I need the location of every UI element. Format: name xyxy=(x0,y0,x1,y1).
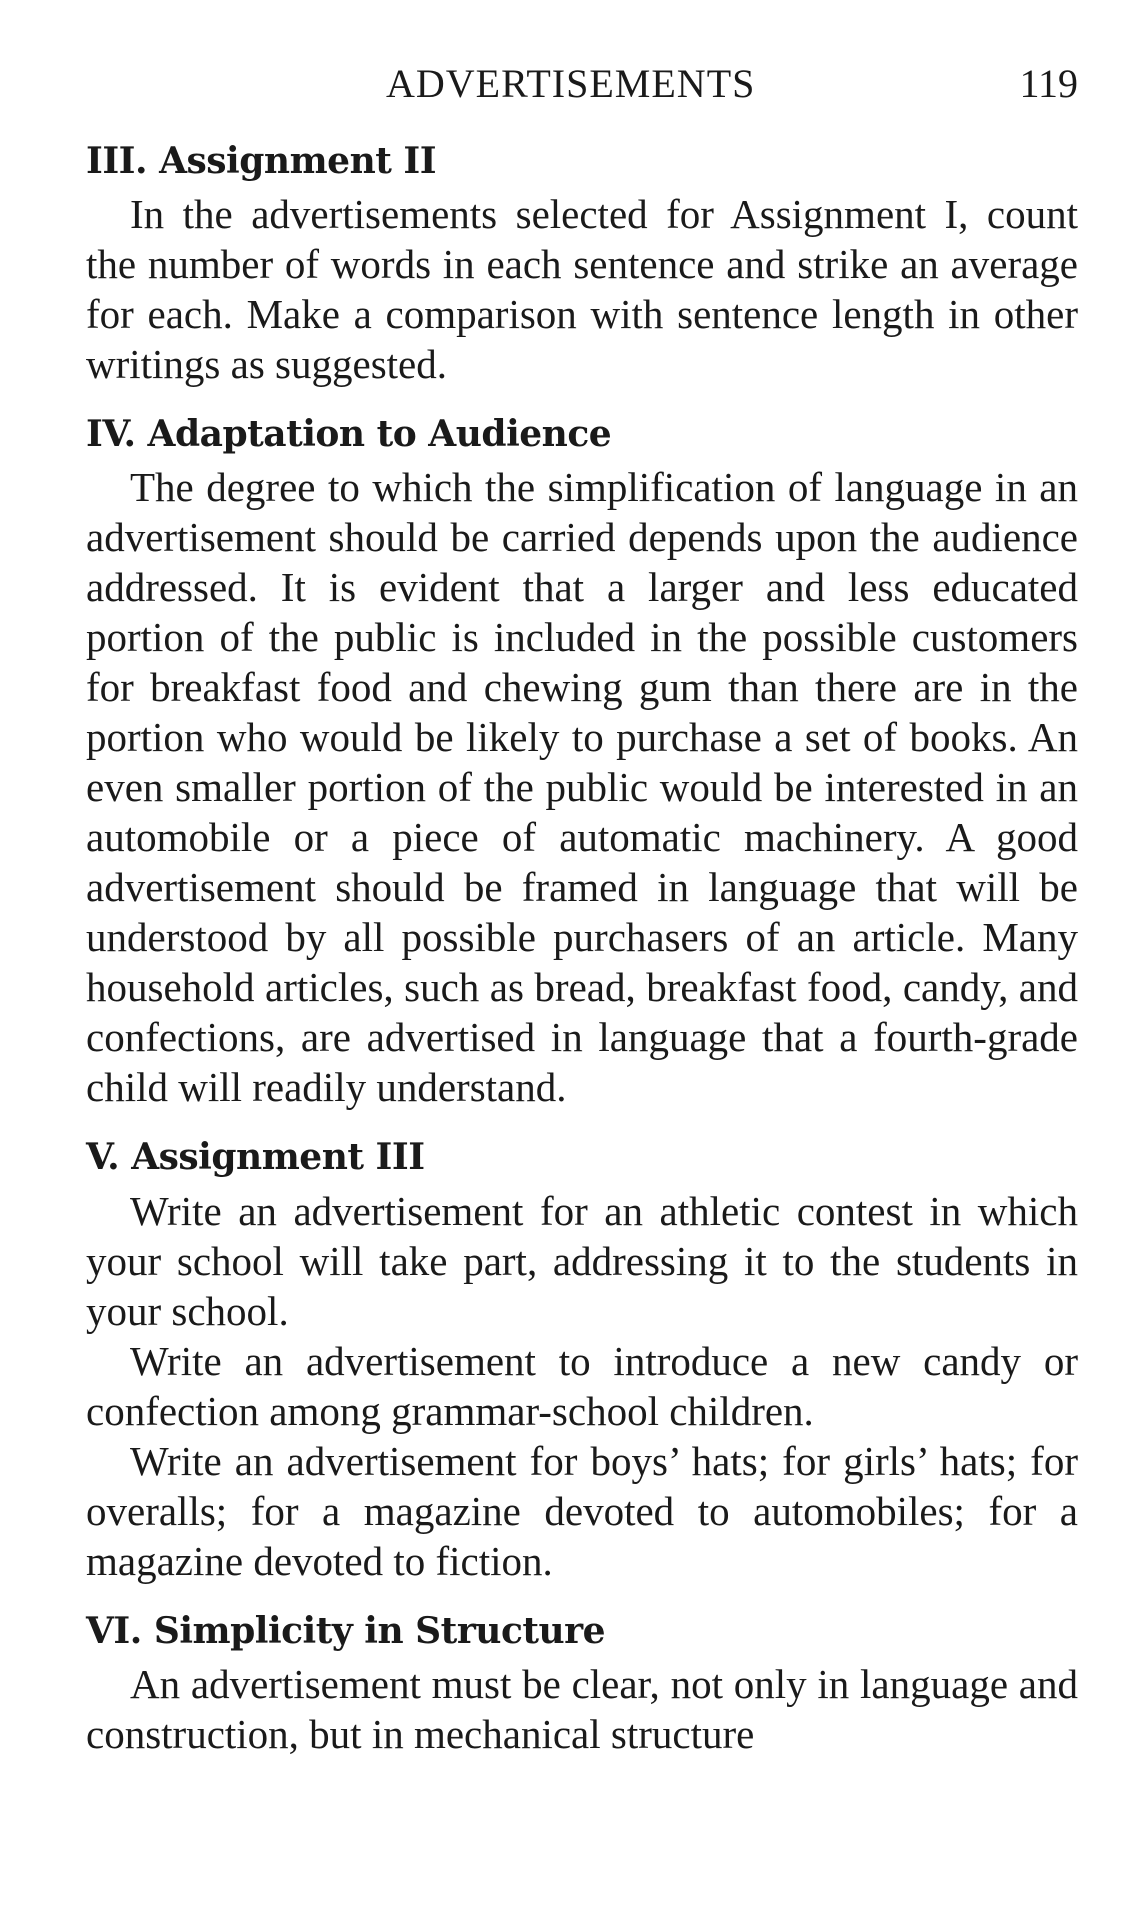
paragraph: In the advertisements selected for Assignment I, count the number of words in each sentence and strike an average for each. Make a comparison with sentence length in other writings as suggested. xyxy=(86,191,1078,388)
paragraph: The degree to which the simplification of language in an advertisement should be carried depends upon the audience addressed. It is evident that a larger and less educated portion of the public is included in the possible customers for breakfast food and chewing gum than there are in the portion who would be likely to purchase a set of books. An even smaller portion of the public would be interested in an automobile or a piece of automatic machinery. A good advertisement should be framed in language that will be understood by all possible purchasers of an article. Many household articles, such as bread, breakfast food, candy, and confections, are advertised in language that a fourth-grade child will readily understand. xyxy=(86,464,1078,1111)
section-assignment-ii xyxy=(86,140,1078,389)
section-adaptation-to-audience xyxy=(86,413,1078,1112)
running-head xyxy=(86,60,1078,118)
book-page xyxy=(86,60,1078,1781)
paragraph: An advertisement must be clear, not only in language and construction, but in mechanical structure xyxy=(86,1660,1078,1757)
page-number: 119 xyxy=(1019,61,1078,106)
section-simplicity-in-structure xyxy=(86,1610,1078,1759)
section-heading: III. Assignment II xyxy=(86,140,437,182)
paragraph: Write an advertisement for an athletic contest in which your school will take part, addressing it to the students in your school. xyxy=(86,1187,1078,1334)
paragraph: Write an advertisement for boys’ hats; for girls’ hats; for overalls; for a magazine devoted to automobiles; for a magazine devoted to fiction. xyxy=(86,1437,1078,1584)
section-heading: VI. Simplicity in Structure xyxy=(86,1609,606,1652)
section-heading: V. Assignment III xyxy=(86,1136,425,1179)
running-title: ADVERTISEMENTS xyxy=(386,61,756,106)
paragraph: Write an advertisement to introduce a new candy or confection among grammar-school children. xyxy=(86,1337,1078,1434)
section-heading: IV. Adaptation to Audience xyxy=(86,413,612,456)
section-assignment-iii xyxy=(86,1136,1078,1585)
